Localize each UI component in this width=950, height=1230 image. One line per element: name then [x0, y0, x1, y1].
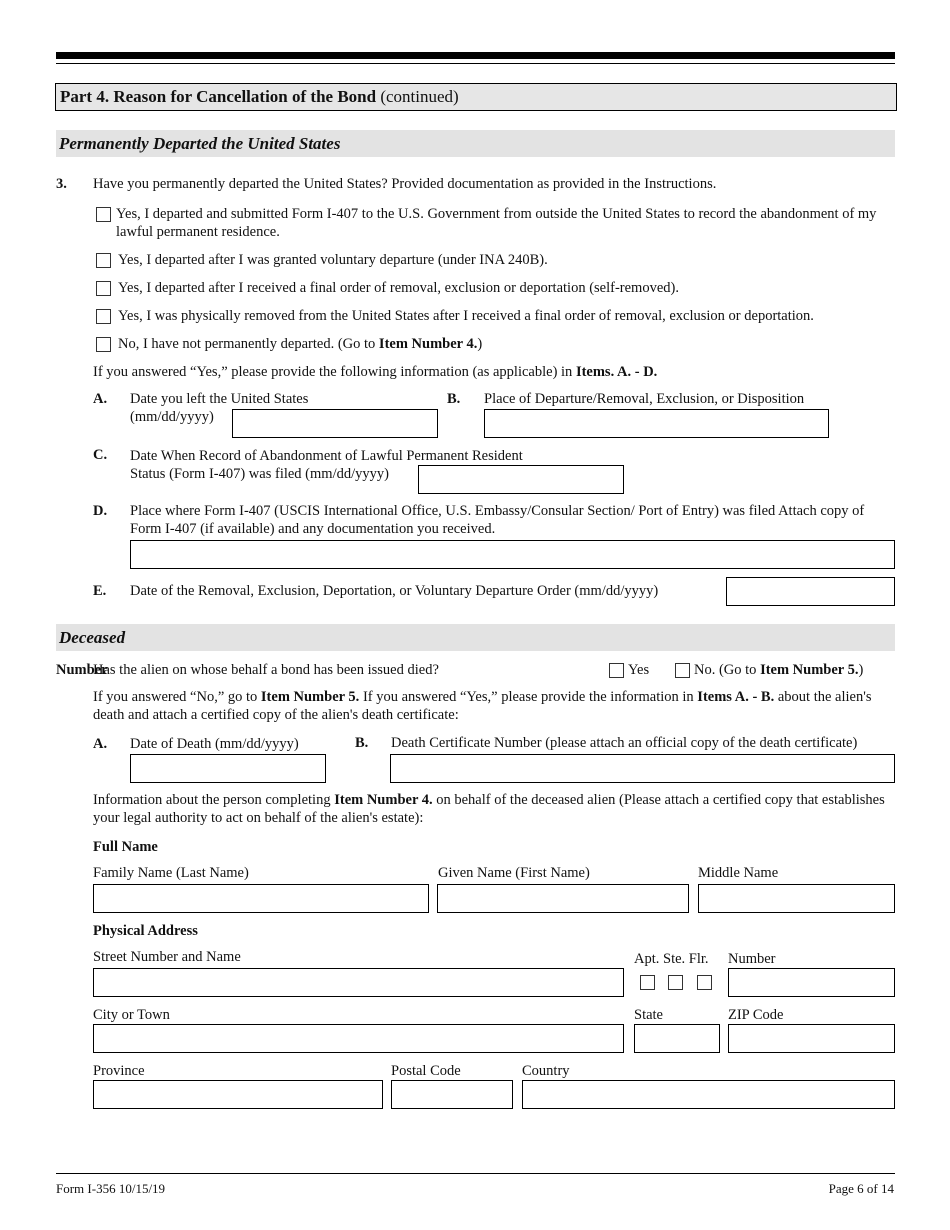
- q3-e-label: Date of the Removal, Exclusion, Deportation, or Voluntary Departure Order (mm/dd/yyyy): [130, 583, 659, 599]
- q3-a-label-line1: Date you left the United States: [130, 391, 309, 407]
- footer-form-id: Form I-356 10/15/19: [56, 1181, 166, 1196]
- zip-label: ZIP Code: [728, 1007, 784, 1023]
- q4-b-label: Death Certificate Number (please attach an official copy of the death certificate): [391, 735, 858, 751]
- middle-name-label: Middle Name: [698, 865, 779, 881]
- q4-question: Has the alien on whose behalf a bond has been issued died?: [93, 662, 439, 678]
- street-label: Street Number and Name: [93, 949, 241, 965]
- q3-option-no-label: No, I have not permanently departed. (Go to Item Number 4.): [118, 336, 483, 352]
- q3-option-3-label: Yes, I departed after I received a final order of removal, exclusion or deportation (self-removed).: [118, 280, 679, 296]
- q3-d-letter: D.: [93, 503, 108, 519]
- city-input[interactable]: [93, 1024, 624, 1053]
- q3-number: 3.: [56, 176, 67, 192]
- given-name-input[interactable]: [437, 884, 689, 913]
- q4-b-letter: B.: [355, 735, 369, 751]
- zip-input[interactable]: [728, 1024, 895, 1053]
- top-rule-thick: [56, 52, 895, 59]
- date-left-us-input[interactable]: [232, 409, 438, 438]
- family-name-label: Family Name (Last Name): [93, 865, 249, 881]
- q3-e-letter: E.: [93, 583, 107, 599]
- q4-instructions: If you answered “No,” go to Item Number 5. If you answered “Yes,” please provide the information in Items A. - B. about the alien's death and attach a certified copy of the alien's death certificate:: [93, 689, 872, 723]
- q3-c-label-line1: Date When Record of Abandonment of Lawful Permanent Resident: [130, 448, 523, 464]
- q4-a-letter: A.: [93, 736, 108, 752]
- part-suffix: (continued): [376, 87, 459, 106]
- q3-option-4-label: Yes, I was physically removed from the United States after I received a final order of removal, exclusion or deportation.: [118, 308, 814, 324]
- i407-filed-date-input[interactable]: [418, 465, 624, 494]
- apt-checkbox[interactable]: [640, 975, 655, 990]
- section-deceased: Deceased: [56, 624, 895, 651]
- q4-no-label: No. (Go to Item Number 5.): [694, 662, 864, 678]
- q4-no-checkbox[interactable]: [675, 663, 690, 678]
- q4-info-text: Information about the person completing Item Number 4. on behalf of the deceased alien (Please attach a certified copy that establishes your legal authority to act on behalf of the alien's estate):: [93, 792, 885, 826]
- q3-d-label: Place where Form I-407 (USCIS International Office, U.S. Embassy/Consular Section/ Port of Entry) was filed Attach copy of Form I-407 (if available) and any documentation you received.: [130, 503, 865, 537]
- physical-address-heading: Physical Address: [93, 923, 198, 939]
- state-select[interactable]: [634, 1024, 720, 1053]
- q4-a-label: Date of Death (mm/dd/yyyy): [130, 736, 299, 752]
- apt-ste-flr-label: Apt. Ste. Flr.: [634, 951, 709, 967]
- q3-option-1-label: Yes, I departed and submitted Form I-407 to the U.S. Government from outside the United States to record the abandonment of my lawful permanent residence.: [116, 206, 877, 240]
- family-name-input[interactable]: [93, 884, 429, 913]
- flr-checkbox[interactable]: [697, 975, 712, 990]
- date-of-death-input[interactable]: [130, 754, 326, 783]
- q3-option-2-label: Yes, I departed after I was granted voluntary departure (under INA 240B).: [118, 252, 548, 268]
- ste-checkbox[interactable]: [668, 975, 683, 990]
- q3-b-label: Place of Departure/Removal, Exclusion, or Disposition: [484, 391, 805, 407]
- part-header: [55, 83, 897, 111]
- country-input[interactable]: [522, 1080, 895, 1109]
- q3-instructions: If you answered “Yes,” please provide the following information (as applicable) in Items. A. - D.: [93, 364, 658, 380]
- section-permanently-departed: Permanently Departed the United States: [56, 130, 895, 157]
- number-label: Number: [728, 951, 776, 967]
- q4-number: Number: [56, 662, 108, 678]
- middle-name-input[interactable]: [698, 884, 895, 913]
- province-label: Province: [93, 1063, 145, 1079]
- postal-code-input[interactable]: [391, 1080, 513, 1109]
- place-of-departure-input[interactable]: [484, 409, 829, 438]
- full-name-heading: Full Name: [93, 839, 158, 855]
- q3-question: Have you permanently departed the United States? Provided documentation as provided in the Instructions.: [93, 176, 717, 192]
- death-certificate-number-input[interactable]: [390, 754, 895, 783]
- country-label: Country: [522, 1063, 570, 1079]
- apt-number-input[interactable]: [728, 968, 895, 997]
- q3-b-letter: B.: [447, 391, 461, 407]
- q3-option-1-checkbox[interactable]: [96, 207, 111, 222]
- footer-page-number: Page 6 of 14: [828, 1181, 894, 1196]
- state-label: State: [634, 1007, 663, 1023]
- street-input[interactable]: [93, 968, 624, 997]
- q3-a-letter: A.: [93, 391, 108, 407]
- q3-option-4-checkbox[interactable]: [96, 309, 111, 324]
- q4-yes-checkbox[interactable]: [609, 663, 624, 678]
- q3-c-label-line2: Status (Form I-407) was filed (mm/dd/yyyy): [130, 466, 389, 482]
- city-label: City or Town: [93, 1007, 170, 1023]
- top-rule-thin: [56, 63, 895, 64]
- removal-order-date-input[interactable]: [726, 577, 895, 606]
- province-input[interactable]: [93, 1080, 383, 1109]
- q4-yes-label: Yes: [628, 662, 650, 678]
- footer-rule: [56, 1173, 895, 1174]
- i407-filed-place-input[interactable]: [130, 540, 895, 569]
- part-title: Part 4. Reason for Cancellation of the Bond: [60, 87, 377, 106]
- q3-option-2-checkbox[interactable]: [96, 253, 111, 268]
- q3-option-3-checkbox[interactable]: [96, 281, 111, 296]
- given-name-label: Given Name (First Name): [438, 865, 590, 881]
- q3-c-letter: C.: [93, 447, 108, 463]
- q3-a-label-line2: (mm/dd/yyyy): [130, 409, 214, 425]
- postal-code-label: Postal Code: [391, 1063, 461, 1079]
- q3-option-no-checkbox[interactable]: [96, 337, 111, 352]
